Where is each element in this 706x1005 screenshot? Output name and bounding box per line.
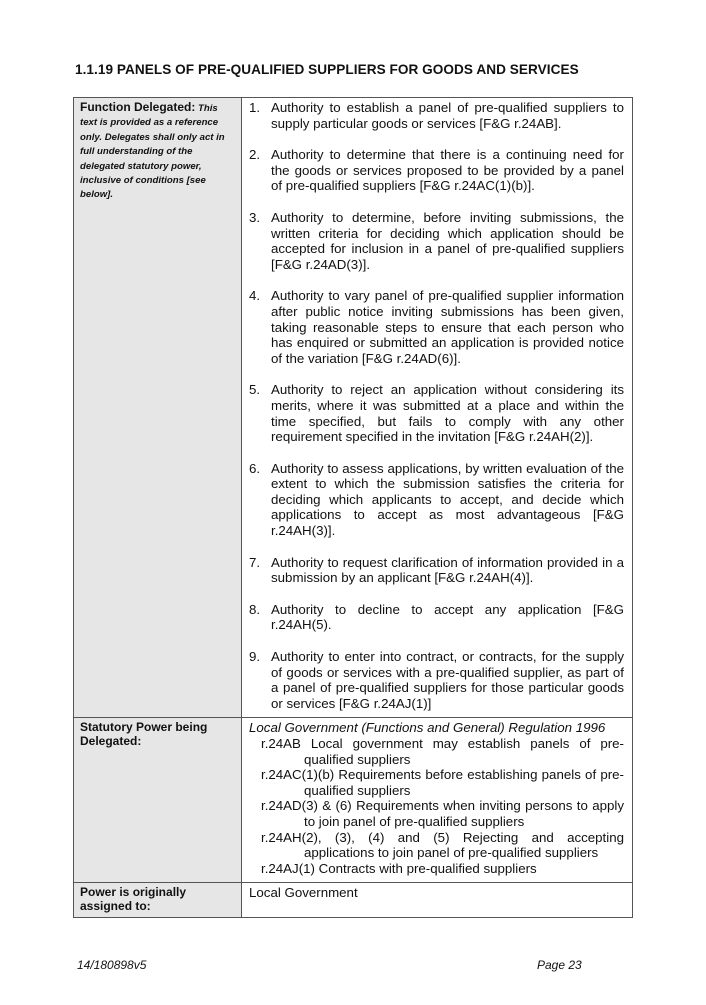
authority-item: 1. Authority to establish a panel of pre-qualified suppliers to supply particular goods or services [F&G r.24AB].: [249, 100, 624, 131]
row-statutory-power: [74, 718, 633, 883]
delegation-table: [73, 97, 633, 918]
authority-item: 7. Authority to request clarification of information provided in a submission by an applicant [F&G r.24AH(4)].: [249, 554, 624, 586]
regulation-item: r.24AD(3) & (6) Requirements when inviting persons to apply to join panel of pre-qualified suppliers: [261, 798, 624, 829]
power-assigned-value: Local Government: [249, 885, 358, 901]
function-delegated-label: Function Delegated:: [80, 100, 196, 114]
row-power-assigned: [74, 883, 633, 918]
statutory-power-label: Statutory Power being Delegated:: [80, 720, 208, 749]
regulation-item: r.24AC(1)(b) Requirements before establishing panels of pre-qualified suppliers: [261, 767, 624, 798]
authority-item: 9. Authority to enter into contract, or contracts, for the supply of goods or services with a pre-qualified supplier, as part of a panel of pre-qualified suppliers for those particular goods or services [F&G r.24AJ(1)]: [249, 649, 624, 711]
regulation-item: r.24AB Local government may establish panels of pre-qualified suppliers: [261, 736, 624, 767]
label-cell: [74, 718, 242, 883]
authority-item: 5. Authority to reject an application without considering its merits, where it was submitted at a place and within the time specified, but fails to comply with any other requirement specified in the invitation [F&G r.24AH(2)].: [249, 382, 624, 445]
authority-list: [249, 100, 624, 711]
regulation-item: r.24AJ(1) Contracts with pre-qualified suppliers: [261, 860, 537, 876]
regulation-title: Local Government (Functions and General) Regulation 1996: [249, 720, 606, 736]
authority-item: 2. Authority to determine that there is a continuing need for the goods or services proposed to be provided by a panel of pre-qualified suppliers [F&G r.24AC(1)(b)].: [249, 147, 624, 194]
power-assigned-label: Power is originally assigned to:: [80, 885, 187, 914]
document-reference: 14/180898v5: [77, 958, 147, 972]
regulation-item: r.24AH(2), (3), (4) and (5) Rejecting and accepting applications to join panel of pre-qualified suppliers: [261, 829, 624, 861]
value-cell: [242, 883, 633, 918]
authority-item: 3. Authority to determine, before inviting submissions, the written criteria for deciding which application should be accepted for inclusion in a panel of pre-qualified suppliers [F&G r.24AD(3)].: [249, 209, 624, 272]
authority-item: 6. Authority to assess applications, by written evaluation of the extent to which the submission satisfies the criteria for deciding which applicants to accept, and decide which applications to accept as most advantageous [F&G r.24AH(3)].: [249, 460, 624, 539]
page-number: Page 23: [537, 958, 582, 972]
label-cell: [74, 883, 242, 918]
row-function-delegated: [74, 98, 633, 718]
label-cell: [74, 98, 242, 718]
value-cell: [242, 98, 633, 718]
section-heading: 1.1.19 PANELS OF PRE-QUALIFIED SUPPLIERS FOR GOODS AND SERVICES: [75, 62, 579, 77]
reference-note: This text is provided as a reference only. Delegates shall only act in full understanding of the delegated statutory power, inclusive of conditions [see below].: [80, 103, 225, 201]
value-cell: [242, 718, 633, 883]
authority-item: 8. Authority to decline to accept any application [F&G r.24AH(5).: [249, 601, 624, 633]
authority-item: 4. Authority to vary panel of pre-qualified supplier information after public notice inviting submissions has been given, taking reasonable steps to ensure that each person who has enquired or submitted an application is provided notice of the variation [F&G r.24AD(6)].: [249, 288, 624, 366]
